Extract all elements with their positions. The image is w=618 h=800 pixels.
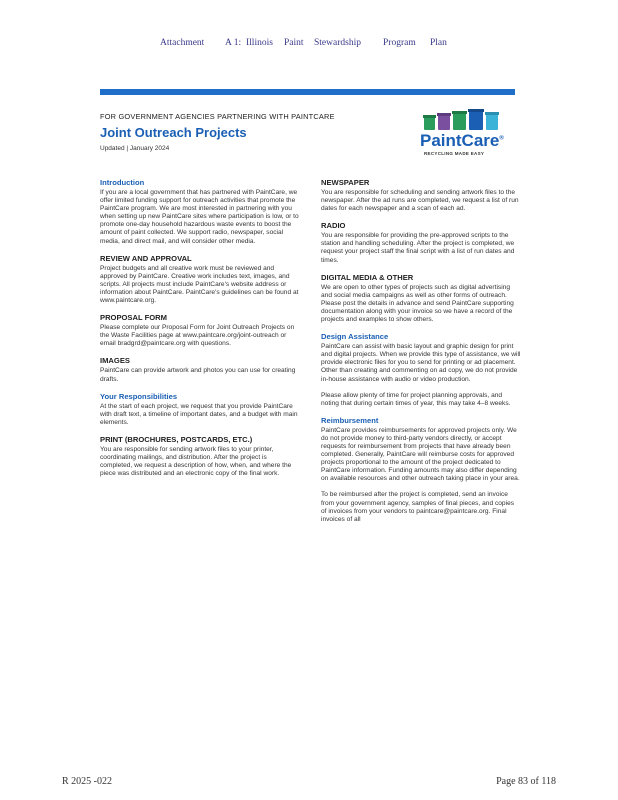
- paintcare-logo: [420, 108, 515, 160]
- section-heading-introduction: Introduction: [100, 178, 145, 187]
- footer-reference: R 2025 -022: [62, 776, 112, 787]
- logo-tagline: RECYCLING MADE EASY: [424, 151, 485, 156]
- section-heading-print: PRINT (BROCHURES, POSTCARDS, ETC.): [100, 434, 253, 444]
- design-text-2: Please allow plenty of time for project planning approvals, and noting that during certain times of year, this may take 4–8 weeks.: [321, 391, 511, 407]
- radio-text: You are responsible for providing the pre-approved scripts to the station and handling scheduling. After the project is completed, we request your project staff the final script with a list of run dates and times.: [321, 232, 515, 264]
- section-heading-radio: RADIO: [321, 221, 346, 231]
- header-paint: Paint: [284, 38, 304, 48]
- doc-title: Joint Outreach Projects: [100, 125, 247, 140]
- header-attachment-id: A 1:: [225, 38, 242, 48]
- doc-updated: Updated | January 2024: [100, 145, 170, 152]
- header-attachment: Attachment: [160, 38, 205, 48]
- introduction-text: If you are a local government that has partnered with PaintCare, we offer limited funding support for outreach activities that promote the PaintCare program. We are most interested in partnering with you when setting up new PaintCare sites where participation is low, or to promote one-day household hazardous waste events to boost the amount of paint collected. We support radio, newspaper, social media, and direct mail, and will consider other media.: [100, 189, 299, 245]
- header-plan: Plan: [430, 38, 447, 48]
- proposal-text: Please complete our Proposal Form for Joint Outreach Projects on the Waste Facilities page at www.paintcare.org/joint-outreach or email bradgrd@paintcare.org with questions.: [100, 324, 295, 348]
- header-stewardship: Stewardship: [314, 38, 361, 48]
- responsibilities-text: At the start of each project, we request that you provide PaintCare with draft text, a timeline of important dates, and a budget with main elements.: [100, 402, 298, 426]
- page-total: 118: [541, 776, 556, 787]
- section-heading-digital: DIGITAL MEDIA & OTHER: [321, 272, 414, 282]
- section-heading-reimbursement: Reimbursement: [321, 415, 379, 425]
- section-heading-images: IMAGES: [100, 356, 130, 366]
- newspaper-text: You are responsible for scheduling and sending artwork files to the newspaper. After the ad runs are completed, we request a list of run dates for each newspaper and a scan of each ad.: [321, 189, 519, 213]
- section-heading-responsibilities: Your Responsibilities: [100, 391, 178, 401]
- section-heading-review: REVIEW AND APPROVAL: [100, 253, 192, 263]
- left-column: [100, 178, 300, 486]
- page-current: 83: [518, 776, 529, 787]
- review-text: Project budgets and all creative work must be reviewed and approved by PaintCare. Creative work includes text, images, and scripts. All projects must include PaintCare's website address or information about PaintCare. PaintCare's guidelines can be found at www.paintcare.org.: [100, 264, 299, 305]
- logo-wordmark: PaintCare®: [420, 131, 504, 150]
- doc-kicker: FOR GOVERNMENT AGENCIES PARTNERING WITH PAINTCARE: [100, 112, 335, 121]
- header-state: Illinois: [246, 38, 273, 48]
- paint-cans-icon: [422, 108, 502, 132]
- digital-text: We are open to other types of projects such as digital advertising and social media campaigns as well as other forms of outreach. Please post the details in advance and send PaintCare supporting documentation along with your invoice so we have a record of the projects and examples to show others.: [321, 283, 514, 324]
- page-word: Page: [496, 776, 516, 787]
- blue-header-bar: [100, 89, 515, 95]
- footer-page-number: [496, 776, 556, 787]
- right-column: [321, 178, 521, 532]
- header-program: Program: [383, 38, 416, 48]
- section-heading-newspaper: NEWSPAPER: [321, 178, 370, 187]
- page-of-word: of: [530, 776, 539, 787]
- print-text: You are responsible for sending artwork files to your printer, coordinating mailings, and distribution. After the project is completed, we request a description of how, when, and where the piece was distributed and an electronic copy of the final work.: [100, 445, 292, 478]
- reimbursement-text-2: To be reimbursed after the project is completed, send an invoice from your government agency, samples of final pieces, and copies of invoices from your vendors to paintcare@paintcare.org. Final invoices of all: [321, 491, 515, 523]
- section-heading-proposal: PROPOSAL FORM: [100, 313, 167, 323]
- reimbursement-text-1: PaintCare provides reimbursements for approved projects only. We do not provide money to third-party vendors directly, or accept requests for reimbursement from projects that have already been completed. Generally, PaintCare will reimburse costs for approved projects proportional to the amount of the project dedicated to PaintCare information. Funding amounts may also differ depending on available resources and other outreach taking place in your area.: [321, 426, 520, 483]
- design-text-1: PaintCare can assist with basic layout and graphic design for print and digital projects. When we provide this type of assistance, we will provide electronic files for you to send for printing or ad placement. Other than creating and commenting on ad copy, we do not provide in-house assistance with audio or video production.: [321, 343, 521, 383]
- images-text: PaintCare can provide artwork and photos you can use for creating drafts.: [100, 367, 296, 383]
- section-heading-design: Design Assistance: [321, 332, 389, 342]
